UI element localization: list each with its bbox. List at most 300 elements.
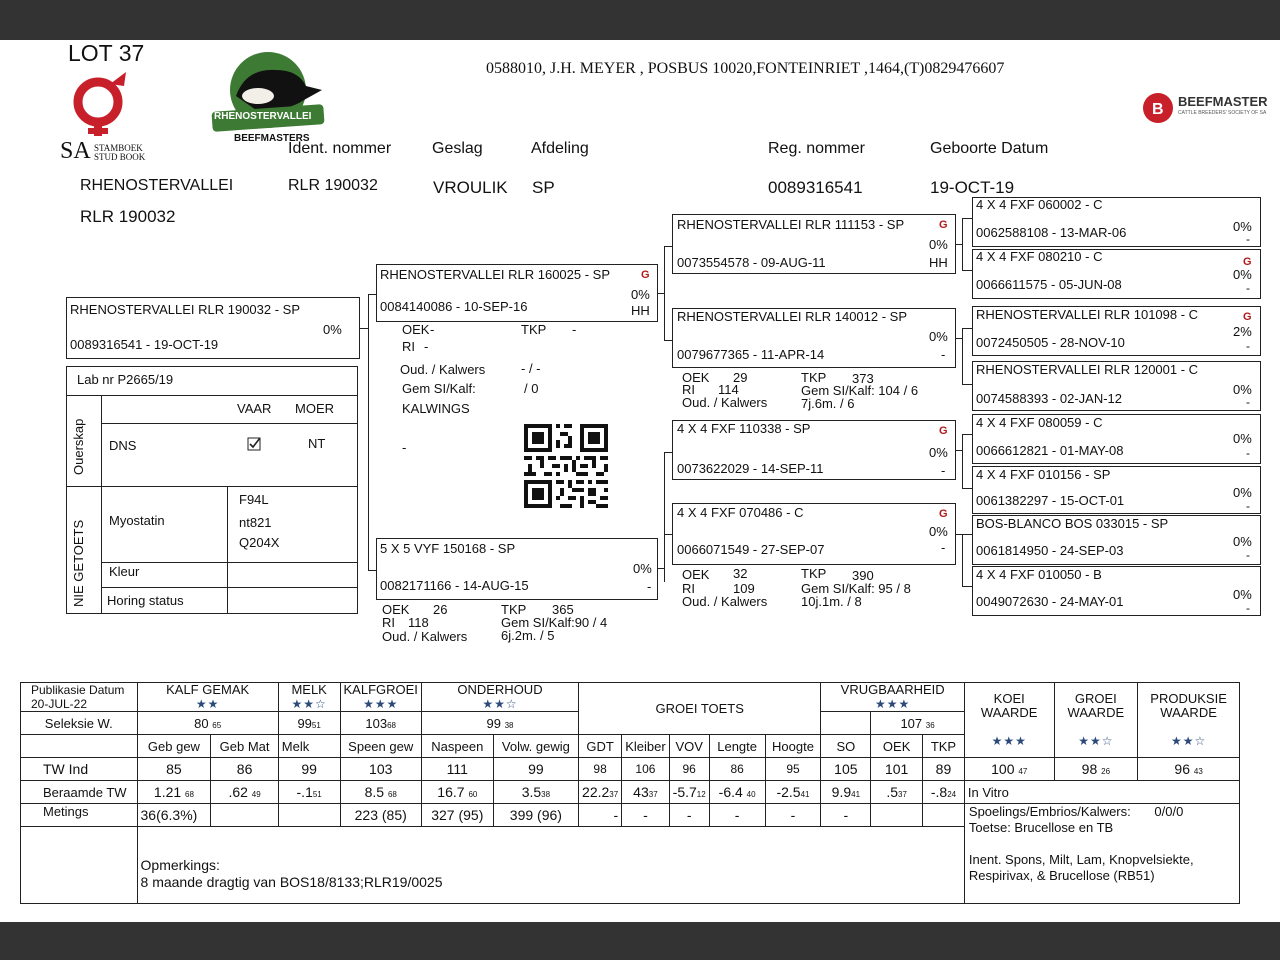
ggp-reg-date: 0066612821 - 01-MAY-08 bbox=[976, 443, 1124, 458]
tested-mark-icon: G bbox=[939, 508, 948, 520]
groei-toets-header: GROEI TOETS bbox=[579, 683, 821, 735]
dns-vaar-checkbox bbox=[247, 437, 261, 451]
ggp-pct: 0% bbox=[1233, 382, 1252, 397]
metings-value: - bbox=[579, 804, 622, 827]
btw-cell bbox=[821, 781, 871, 804]
gp-name: RHENOSTERVALLEI RLR 111153 - SP bbox=[677, 217, 905, 232]
gp2-oud-label: Oud. / Kalwers bbox=[682, 395, 768, 410]
gp2-tkp-label: TKP bbox=[801, 370, 827, 385]
btw-sub: 12 bbox=[696, 790, 706, 799]
ggp-pct: 0% bbox=[1233, 431, 1252, 446]
sel-melk-value: 99 bbox=[297, 715, 312, 731]
btw-sub: 41 bbox=[851, 790, 861, 799]
ouerskap-label: Ouerskap bbox=[71, 418, 86, 475]
logo-ribbon-text: RHENOSTERVALLEI bbox=[214, 111, 312, 122]
btw-sub: 37 bbox=[609, 790, 619, 799]
tested-mark-icon: G bbox=[939, 219, 948, 231]
btw-value: 9.9 bbox=[831, 784, 852, 800]
stud-book-sa: SA bbox=[60, 138, 91, 164]
onderhoud-stars: ★★☆ bbox=[482, 697, 518, 711]
dam-ri-label: RI bbox=[382, 615, 395, 630]
ggp-box-5 bbox=[972, 414, 1261, 464]
koei-stars: ★★★ bbox=[991, 734, 1027, 748]
vrugbaarheid-stars: ★★★ bbox=[875, 697, 911, 711]
btw-value: 43 bbox=[633, 784, 649, 800]
btw-value: 3.5 bbox=[521, 784, 542, 800]
onderhoud-header bbox=[421, 683, 578, 712]
metings-value: - bbox=[765, 804, 821, 827]
toetse-text: Toetse: Brucellose en TB bbox=[968, 820, 1114, 835]
beefmaster-b-icon bbox=[1142, 92, 1174, 124]
col-header: Kleiber bbox=[622, 735, 669, 758]
tw-value: 95 bbox=[765, 758, 821, 781]
col-header: Lengte bbox=[709, 735, 765, 758]
gp-tag: - bbox=[941, 540, 946, 555]
sel-melk bbox=[278, 712, 340, 735]
vrugbaarheid-header bbox=[821, 683, 964, 712]
ggp-name: RHENOSTERVALLEI RLR 120001 - C bbox=[976, 362, 1199, 377]
horing-label: Horing status bbox=[107, 593, 184, 608]
col-header: Melk bbox=[278, 735, 340, 758]
btw-cell bbox=[669, 781, 709, 804]
ggp-tag: - bbox=[1246, 601, 1250, 615]
bottom-bar bbox=[0, 922, 1280, 960]
kalwings-label: KALWINGS bbox=[402, 401, 470, 416]
gp4-oud-label: Oud. / Kalwers bbox=[682, 594, 768, 609]
metings-value: - bbox=[821, 804, 871, 827]
tw-label: TW Ind bbox=[21, 758, 138, 781]
metings-value bbox=[278, 804, 340, 827]
kalwings-value: - bbox=[402, 440, 407, 455]
gp-pct: 0% bbox=[929, 237, 948, 252]
birth-value: 19-OCT-19 bbox=[930, 178, 1015, 197]
btw-value: -6.4 bbox=[718, 784, 743, 800]
btw-cell bbox=[211, 781, 278, 804]
kalfgroei-label: KALFGROEI bbox=[343, 682, 418, 697]
ggp-box-7 bbox=[972, 515, 1261, 565]
tw-value: 101 bbox=[871, 758, 923, 781]
opmerkings-blank bbox=[21, 827, 138, 904]
sa-stud-book-logo bbox=[60, 72, 160, 164]
col-header: Speen gew bbox=[340, 735, 421, 758]
ggp-name: 4 X 4 FXF 080059 - C bbox=[976, 415, 1103, 430]
sel-kalfgroei-sub: 68 bbox=[387, 720, 397, 730]
kleur-label: Kleur bbox=[109, 564, 140, 579]
sel-melk-sub: 51 bbox=[311, 720, 321, 730]
division-label: Afdeling bbox=[531, 140, 589, 157]
ggp-pct: 0% bbox=[1233, 485, 1252, 500]
dam-oud: 6j.2m. / 5 bbox=[501, 628, 555, 643]
tw-prod-value: 96 bbox=[1174, 761, 1190, 777]
kalf-gemak-stars: ★★ bbox=[195, 697, 220, 711]
beefmaster-sub: CATTLE BREEDERS' SOCIETY OF SA bbox=[1178, 110, 1267, 116]
tw-value: 96 bbox=[669, 758, 709, 781]
beefmaster-logo bbox=[1142, 92, 1272, 126]
metings-value: 327 (95) bbox=[421, 804, 493, 827]
btw-value: -.1 bbox=[296, 784, 313, 800]
metings-value: - bbox=[669, 804, 709, 827]
animal-box bbox=[66, 297, 360, 359]
remarks-right bbox=[964, 804, 1239, 904]
gp4-oek: 32 bbox=[733, 566, 748, 581]
btw-value: .5 bbox=[886, 784, 899, 800]
rhino-cow-icon bbox=[206, 40, 330, 148]
btw-value: 1.21 bbox=[153, 784, 182, 800]
gp4-oek-label: OEK bbox=[682, 567, 710, 582]
gp4-tkp: 390 bbox=[852, 568, 874, 583]
inent-text-2: Respirivax, & Brucellose (RB51) bbox=[968, 868, 1155, 883]
tw-groei-sub: 26 bbox=[1101, 767, 1111, 776]
btw-cell bbox=[622, 781, 669, 804]
lot-number: LOT 37 bbox=[68, 40, 145, 66]
birth-label: Geboorte Datum bbox=[930, 140, 1049, 157]
ggp-reg-date: 0062588108 - 13-MAR-06 bbox=[976, 225, 1127, 240]
tested-mark-icon: G bbox=[1243, 311, 1252, 323]
produksie-waarde-label: PRODUKSIE WAARDE bbox=[1150, 691, 1227, 720]
tw-value: 111 bbox=[421, 758, 493, 781]
metings-value: - bbox=[622, 804, 669, 827]
dam-tkp: 365 bbox=[552, 602, 574, 617]
ggp-tag: - bbox=[1246, 395, 1250, 409]
gp4-ri-label: RI bbox=[682, 581, 695, 596]
tw-value: 98 bbox=[579, 758, 622, 781]
tw-prod bbox=[1138, 758, 1240, 781]
gp-tag: - bbox=[941, 463, 946, 478]
sel-kalf-sub: 65 bbox=[212, 720, 222, 730]
sex-label: Geslag bbox=[432, 140, 483, 157]
ggp-name: RHENOSTERVALLEI RLR 101098 - C bbox=[976, 307, 1199, 322]
btw-cell bbox=[709, 781, 765, 804]
gp-box-4 bbox=[672, 503, 956, 565]
tested-mark-icon: G bbox=[641, 269, 650, 281]
tested-mark-icon: G bbox=[1243, 256, 1252, 268]
ggp-tag: - bbox=[1246, 232, 1250, 246]
sire-pct: 0% bbox=[631, 287, 650, 302]
tw-value: 86 bbox=[709, 758, 765, 781]
btw-sub: 68 bbox=[387, 790, 397, 799]
btw-value: 16.7 bbox=[437, 784, 465, 800]
koei-waarde-header bbox=[964, 683, 1054, 758]
sire-ri: - bbox=[424, 339, 429, 354]
vaar-label: VAAR bbox=[237, 401, 272, 416]
produksie-stars: ★★☆ bbox=[1170, 734, 1207, 748]
btw-value: 8.5 bbox=[364, 784, 385, 800]
ggp-tag: - bbox=[1246, 548, 1250, 562]
metings-label: Metings bbox=[21, 804, 138, 827]
gp4-tkp-label: TKP bbox=[801, 566, 827, 581]
gp-tag: - bbox=[941, 347, 946, 362]
btw-cell bbox=[765, 781, 821, 804]
sire-oek: - bbox=[430, 322, 435, 337]
kalf-gemak-label: KALF GEMAK bbox=[166, 682, 250, 697]
gp4-ri: 109 bbox=[733, 581, 755, 596]
ggp-name: BOS-BLANCO BOS 033015 - SP bbox=[976, 516, 1169, 531]
sex-value: VROULIK bbox=[433, 178, 508, 197]
performance-table bbox=[20, 682, 1240, 904]
dam-reg-date: 0082171166 - 14-AUG-15 bbox=[380, 578, 529, 593]
sel-kalfgroei-value: 103 bbox=[365, 715, 388, 731]
btw-cell bbox=[923, 781, 965, 804]
tw-value: 89 bbox=[923, 758, 965, 781]
sel-onderhoud-value: 99 bbox=[486, 715, 501, 731]
sel-kalf bbox=[137, 712, 278, 735]
svg-text:B: B bbox=[1152, 101, 1164, 118]
opmerkings-label: Opmerkings: bbox=[140, 857, 220, 873]
btw-sub: 60 bbox=[468, 790, 478, 799]
ident-label: Ident. nommer bbox=[288, 140, 392, 157]
animal-reg-date: 0089316541 - 19-OCT-19 bbox=[70, 337, 219, 352]
opmerkings-cell bbox=[137, 827, 964, 904]
sel-kalfgroei bbox=[340, 712, 421, 735]
pub-date: 20-JUL-22 bbox=[31, 697, 88, 711]
tw-value: 105 bbox=[821, 758, 871, 781]
metings-value: 399 (96) bbox=[493, 804, 578, 827]
col-header: TKP bbox=[923, 735, 965, 758]
vrugbaarheid-label: VRUGBAARHEID bbox=[840, 682, 945, 697]
produksie-waarde-header bbox=[1138, 683, 1240, 758]
melk-stars: ★★☆ bbox=[291, 697, 327, 711]
sel-onderhoud-sub: 38 bbox=[504, 720, 514, 730]
col-header: Geb gew bbox=[137, 735, 211, 758]
gp4-gem: Gem SI/Kalf: 95 / 8 bbox=[801, 581, 911, 596]
dam-pct: 0% bbox=[633, 561, 652, 576]
melk-header bbox=[278, 683, 340, 712]
sire-tkp: - bbox=[572, 322, 577, 337]
dam-ri: 118 bbox=[408, 615, 429, 630]
ggp-reg-date: 0072450505 - 28-NOV-10 bbox=[976, 335, 1125, 350]
col-header: Hoogte bbox=[765, 735, 821, 758]
metings-value bbox=[923, 804, 965, 827]
dns-moer: NT bbox=[308, 436, 326, 451]
myo-value-2: nt821 bbox=[239, 515, 272, 530]
rhenostervallei-logo bbox=[206, 40, 330, 148]
btw-sub: 24 bbox=[947, 790, 957, 799]
qr-code-icon bbox=[523, 424, 609, 508]
koei-waarde-label: KOEI WAARDE bbox=[980, 691, 1038, 720]
btw-cell bbox=[421, 781, 493, 804]
pub-cell bbox=[21, 683, 138, 712]
btw-sub: 40 bbox=[746, 790, 756, 799]
gp2-oek-label: OEK bbox=[682, 370, 710, 385]
onderhoud-label: ONDERHOUD bbox=[457, 682, 543, 697]
spoelings-value: 0/0/0 bbox=[1154, 804, 1184, 819]
top-bar bbox=[0, 0, 1280, 40]
dam-gem: Gem SI/Kalf:90 / 4 bbox=[501, 615, 608, 630]
kalf-gemak-header bbox=[137, 683, 278, 712]
animal-name: RHENOSTERVALLEI RLR 190032 - SP bbox=[70, 302, 301, 317]
btw-sub: 41 bbox=[800, 790, 810, 799]
gp-reg-date: 0066071549 - 27-SEP-07 bbox=[677, 542, 825, 557]
lab-box bbox=[66, 366, 358, 614]
sire-reg-date: 0084140086 - 10-SEP-16 bbox=[380, 299, 528, 314]
btw-sub: 49 bbox=[251, 790, 261, 799]
gp-reg-date: 0073622029 - 14-SEP-11 bbox=[677, 461, 824, 476]
gp2-ri-label: RI bbox=[682, 382, 695, 397]
ggp-tag: - bbox=[1246, 339, 1250, 353]
btw-value: -.8 bbox=[930, 784, 948, 800]
gp2-oek: 29 bbox=[733, 370, 748, 385]
seleksie-label: Seleksie W. bbox=[21, 712, 138, 735]
ggp-box-6 bbox=[972, 466, 1261, 514]
dam-oud-label: Oud. / Kalwers bbox=[382, 629, 468, 644]
ggp-reg-date: 0061814950 - 24-SEP-03 bbox=[976, 543, 1124, 558]
dam-oek-label: OEK bbox=[382, 602, 410, 617]
tw-value: 99 bbox=[493, 758, 578, 781]
in-vitro: In Vitro bbox=[964, 781, 1239, 804]
sel-kalf-value: 80 bbox=[194, 715, 209, 731]
btw-cell bbox=[340, 781, 421, 804]
tw-value: 106 bbox=[622, 758, 669, 781]
myostatin-label: Myostatin bbox=[109, 513, 165, 528]
sire-name: RHENOSTERVALLEI RLR 160025 - SP bbox=[380, 267, 611, 282]
col-header: Volw. gewig bbox=[493, 735, 578, 758]
sire-tag: HH bbox=[631, 303, 650, 318]
kalfgroei-header bbox=[340, 683, 421, 712]
metings-value: - bbox=[709, 804, 765, 827]
sel-vrug-value: 107 bbox=[900, 715, 923, 731]
opmerkings-text: 8 maande dragtig van BOS18/8133;RLR19/0025 bbox=[140, 874, 443, 890]
ggp-reg-date: 0074588393 - 02-JAN-12 bbox=[976, 391, 1122, 406]
ggp-pct: 0% bbox=[1233, 219, 1252, 234]
logo-sub-text: BEEFMASTERS bbox=[234, 133, 310, 144]
tw-groei-value: 98 bbox=[1081, 761, 1098, 777]
btw-sub: 37 bbox=[898, 790, 907, 799]
ggp-name: 4 X 4 FXF 010050 - B bbox=[976, 567, 1102, 582]
gp-reg-date: 0073554578 - 09-AUG-11 bbox=[677, 255, 826, 270]
metings-value: 36(6.3%) bbox=[137, 804, 211, 827]
dns-label: DNS bbox=[109, 438, 137, 453]
ggp-reg-date: 0049072630 - 24-MAY-01 bbox=[976, 594, 1124, 609]
name-line2: RLR 190032 bbox=[80, 207, 176, 226]
ggp-name: 4 X 4 FXF 080210 - C bbox=[976, 249, 1103, 264]
sel-onderhoud bbox=[421, 712, 578, 735]
btw-sub: 68 bbox=[185, 790, 194, 799]
gp-reg-date: 0079677365 - 11-APR-14 bbox=[677, 347, 825, 362]
lab-nr: Lab nr P2665/19 bbox=[77, 372, 174, 387]
gp-box-2 bbox=[672, 308, 956, 368]
stud-book-text: STAMBOEK STUD BOOK bbox=[94, 143, 146, 162]
ggp-reg-date: 0066611575 - 05-JUN-08 bbox=[976, 277, 1122, 292]
check-icon bbox=[247, 437, 261, 451]
sire-oud-label: Oud. / Kalwers bbox=[400, 362, 486, 377]
btw-label: Beraamde TW bbox=[21, 781, 138, 804]
tw-koei-sub: 47 bbox=[1018, 767, 1028, 776]
gp-box-1 bbox=[672, 214, 956, 274]
inent-text: Inent. Spons, Milt, Lam, Knopvelsiekte, bbox=[968, 852, 1194, 867]
gp-pct: 0% bbox=[929, 329, 948, 344]
gp4-oud: 10j.1m. / 8 bbox=[801, 594, 862, 609]
ggp-box-4 bbox=[972, 361, 1261, 411]
col-header: GDT bbox=[579, 735, 622, 758]
ggp-tag: - bbox=[1246, 281, 1250, 295]
myo-value-1: F94L bbox=[239, 492, 269, 507]
sel-vrug-sub: 36 bbox=[925, 720, 935, 730]
btw-cell bbox=[137, 781, 211, 804]
tw-value: 86 bbox=[211, 758, 278, 781]
col-header: Geb Mat bbox=[211, 735, 278, 758]
herd-name: RHENOSTERVALLEI bbox=[80, 177, 234, 194]
sire-oud: - / - bbox=[521, 361, 541, 376]
ggp-box-2 bbox=[972, 249, 1261, 299]
sire-tkp-label: TKP bbox=[521, 322, 547, 337]
groei-stars: ★★☆ bbox=[1078, 734, 1114, 748]
btw-cell bbox=[493, 781, 578, 804]
animal-pct: 0% bbox=[323, 322, 342, 337]
ggp-tag: - bbox=[1246, 446, 1250, 460]
ident-value: RLR 190032 bbox=[288, 177, 378, 194]
ggp-tag: - bbox=[1246, 499, 1250, 513]
btw-value: .62 bbox=[228, 784, 248, 800]
sire-box bbox=[376, 264, 658, 322]
ggp-pct: 0% bbox=[1233, 267, 1252, 282]
dam-box bbox=[376, 538, 658, 600]
gp2-oud: 7j.6m. / 6 bbox=[801, 396, 855, 411]
kalfgroei-stars: ★★★ bbox=[363, 697, 399, 711]
sire-gem-label: Gem SI/Kalf: bbox=[402, 381, 476, 396]
gp-box-3 bbox=[672, 420, 956, 480]
tw-koei bbox=[964, 758, 1054, 781]
ggp-box-1 bbox=[972, 197, 1261, 247]
division-value: SP bbox=[532, 178, 555, 197]
dam-tkp-label: TKP bbox=[501, 602, 527, 617]
tw-koei-value: 100 bbox=[991, 761, 1015, 777]
spoelings-label: Spoelings/Embrios/Kalwers: bbox=[968, 804, 1131, 819]
pub-label: Publikasie Datum bbox=[31, 683, 125, 697]
sire-gem: / 0 bbox=[524, 381, 539, 396]
ggp-reg-date: 0061382297 - 15-OCT-01 bbox=[976, 493, 1125, 508]
owner-line: 0588010, J.H. MEYER , POSBUS 10020,FONTEINRIET ,1464,(T)0829476607 bbox=[486, 60, 1005, 77]
btw-sub: 51 bbox=[312, 790, 322, 799]
col-header: Naspeen bbox=[421, 735, 493, 758]
groei-waarde-header bbox=[1054, 683, 1138, 758]
btw-value: -2.5 bbox=[776, 784, 801, 800]
tw-groei bbox=[1054, 758, 1138, 781]
sire-ri-label: RI bbox=[402, 339, 415, 354]
col-header: SO bbox=[821, 735, 871, 758]
ggp-pct: 0% bbox=[1233, 534, 1252, 549]
ggp-box-8 bbox=[972, 566, 1261, 616]
btw-cell bbox=[579, 781, 622, 804]
col-header: OEK bbox=[871, 735, 923, 758]
gp-pct: 0% bbox=[929, 445, 948, 460]
gp2-gem: Gem SI/Kalf: 104 / 6 bbox=[801, 383, 919, 398]
beefmaster-name: BEEFMASTER bbox=[1178, 94, 1268, 109]
ggp-pct: 0% bbox=[1233, 587, 1252, 602]
groei-waarde-label: GROEI WAARDE bbox=[1067, 691, 1125, 720]
tw-value: 85 bbox=[137, 758, 211, 781]
ggp-name: 4 X 4 FXF 060002 - C bbox=[976, 197, 1103, 212]
btw-sub: 38 bbox=[541, 790, 551, 799]
dam-oek: 26 bbox=[433, 602, 448, 617]
sel-vrug bbox=[871, 712, 965, 735]
gp-name: RHENOSTERVALLEI RLR 140012 - SP bbox=[677, 309, 908, 324]
reg-label: Reg. nommer bbox=[768, 140, 865, 157]
ggp-pct: 2% bbox=[1233, 324, 1252, 339]
btw-value: -5.7 bbox=[672, 784, 697, 800]
gp-pct: 0% bbox=[929, 524, 948, 539]
btw-cell bbox=[871, 781, 923, 804]
sel-vrug-blank bbox=[821, 712, 871, 735]
tw-value: 103 bbox=[340, 758, 421, 781]
metings-value bbox=[871, 804, 923, 827]
btw-sub: 37 bbox=[648, 790, 658, 799]
col-header: VOV bbox=[669, 735, 709, 758]
metings-value bbox=[211, 804, 278, 827]
tested-mark-icon: G bbox=[939, 425, 948, 437]
reg-value: 0089316541 bbox=[768, 178, 863, 197]
tw-value: 99 bbox=[278, 758, 340, 781]
ggp-box-3 bbox=[972, 306, 1261, 356]
